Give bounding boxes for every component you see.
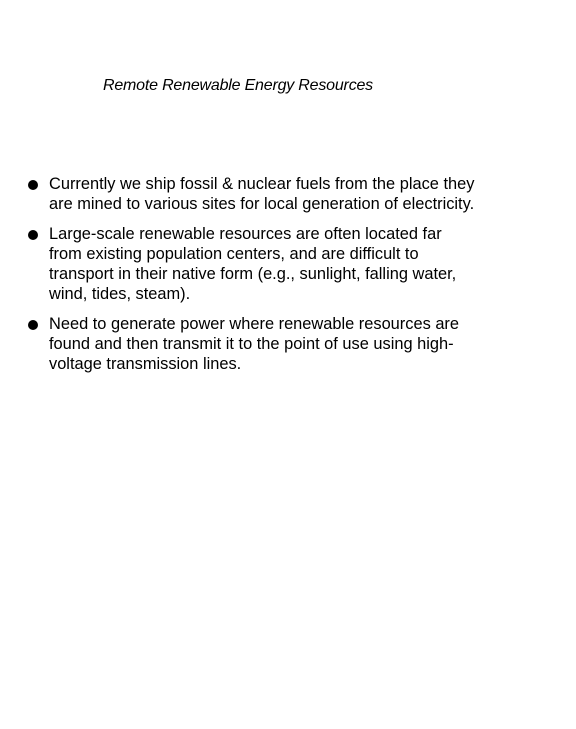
bullet-line: Currently we ship fossil & nuclear fuels from the place they xyxy=(49,175,475,193)
bullet-line: transport in their native form (e.g., sunlight, falling water, xyxy=(49,265,457,283)
bullet-dot-icon xyxy=(28,230,38,240)
bullet-dot-icon xyxy=(28,320,38,330)
bullet-line: Large-scale renewable resources are often located far xyxy=(49,225,442,243)
slide-title: Remote Renewable Energy Resources xyxy=(103,77,373,94)
bullet-item-fossil-fuels xyxy=(28,174,528,214)
bullet-item-large-scale-renewables xyxy=(28,224,528,304)
bullet-line: wind, tides, steam). xyxy=(49,285,191,303)
bullet-list xyxy=(28,174,528,384)
bullet-item-transmission xyxy=(28,314,528,374)
bullet-line: Need to generate power where renewable resources are xyxy=(49,315,460,333)
bullet-line: found and then transmit it to the point of use using high- xyxy=(49,335,454,353)
bullet-line: from existing population centers, and are difficult to xyxy=(49,245,419,263)
bullet-line: voltage transmission lines. xyxy=(49,355,242,373)
bullet-line: are mined to various sites for local generation of electricity. xyxy=(49,195,475,213)
bullet-dot-icon xyxy=(28,180,38,190)
